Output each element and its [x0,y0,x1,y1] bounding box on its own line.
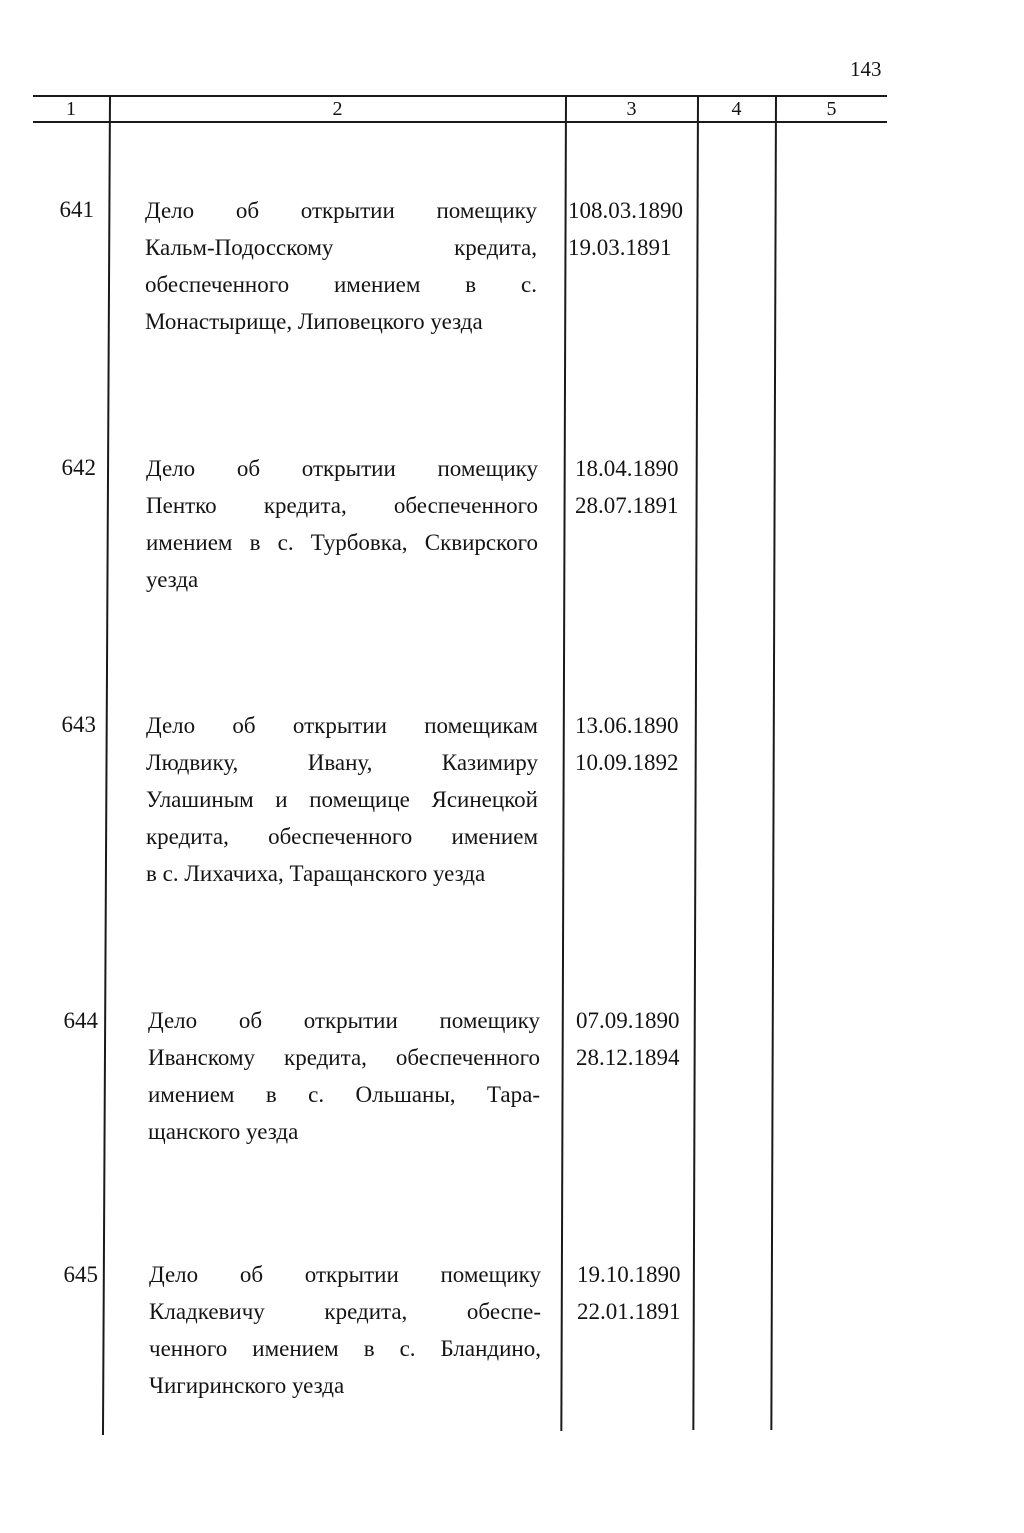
column-header-4: 4 [731,98,742,120]
description-line: Кладкевичу кредита, обеспе- [149,1299,541,1324]
description-line: щанского уезда [148,1119,299,1144]
record-dates [568,192,683,266]
record-description [145,192,537,340]
column-divider-4 [770,95,776,1430]
record-description [148,1002,540,1150]
start-date: 108.03.1890 [568,198,683,223]
record-dates [575,707,679,781]
description-line: Кальм-Подосскому кредита, [145,235,537,260]
start-date: 18.04.1890 [575,456,679,481]
column-divider-2 [560,95,566,1431]
column-header-3: 3 [626,98,637,120]
record-dates [575,450,679,524]
description-line: имением в с. Ольшаны, Тара- [148,1082,540,1107]
record-dates [577,1256,681,1330]
description-line: Монастырище, Липовецкого уезда [145,309,483,334]
description-line: Чигиринского уезда [149,1373,345,1398]
start-date: 13.06.1890 [575,713,679,738]
description-line: Дело об открытии помещику [146,456,538,481]
description-line: Дело об открытии помещику [145,198,537,223]
end-date: 28.12.1894 [576,1045,680,1070]
page-number: 143 [850,57,882,81]
record-number: 645 [63,1262,98,1287]
column-header-1: 1 [66,98,76,120]
record-number: 643 [61,712,96,737]
start-date: 19.10.1890 [577,1262,681,1287]
record-number: 641 [59,197,94,222]
record-number: 642 [61,455,96,480]
column-header-5: 5 [826,98,837,120]
record-description [149,1256,541,1404]
record-dates [576,1002,680,1076]
start-date: 07.09.1890 [576,1008,680,1033]
record-number: 644 [63,1008,98,1033]
description-line: Дело об открытии помещикам [146,713,538,738]
description-line: уезда [146,567,199,592]
description-line: Улашиным и помещице Ясинецкой [146,787,538,812]
description-line: в с. Лихачиха, Таращанского уезда [146,861,486,886]
end-date: 10.09.1892 [575,750,679,775]
end-date: 28.07.1891 [575,493,679,518]
column-header-2: 2 [332,98,343,120]
description-line: Пентко кредита, обеспеченного [146,493,538,518]
description-line: ченного имением в с. Бландино, [149,1336,541,1361]
description-line: Дело об открытии помещику [148,1008,540,1033]
description-line: обеспеченного имением в с. [145,272,537,297]
record-description [146,707,538,892]
table-header-rule [33,121,887,123]
end-date: 19.03.1891 [568,235,672,260]
description-line: кредита, обеспеченного имением [146,824,538,849]
end-date: 22.01.1891 [577,1299,681,1324]
description-line: Людвику, Ивану, Казимиру [146,750,538,775]
description-line: Иванскому кредита, обеспеченного [148,1045,540,1070]
table-top-rule [33,95,887,97]
column-divider-1 [102,95,111,1435]
description-line: имением в с. Турбовка, Сквирского [146,530,538,555]
description-line: Дело об открытии помещику [149,1262,541,1287]
column-divider-3 [692,95,698,1430]
record-description [146,450,538,598]
